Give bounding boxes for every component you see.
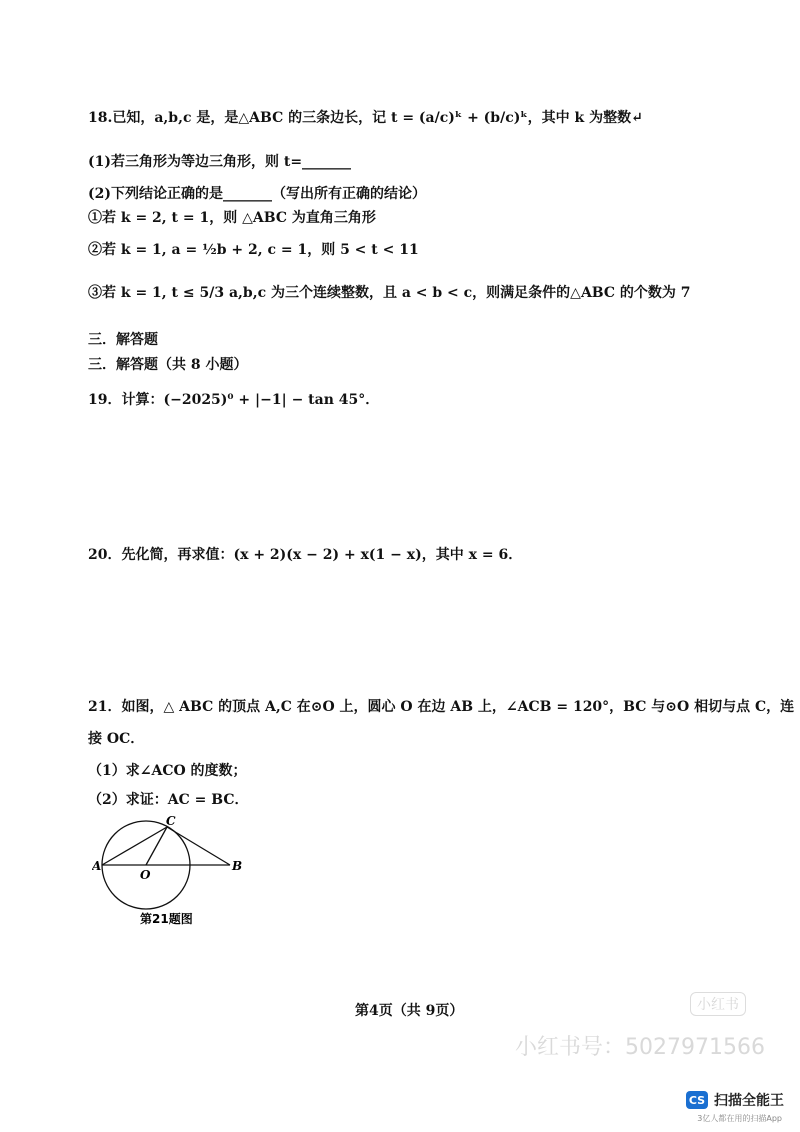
q20-text: 20．先化简，再求值：(x + 2)(x − 2) + x(1 − x)，其中 x = 6． — [88, 547, 523, 563]
q18-part2: (2)下列结论正确的是_______（写出所有正确的结论） — [88, 186, 426, 202]
segment-ac — [102, 827, 167, 865]
segment-cb — [167, 827, 230, 865]
q19-text: 19．计算：(−2025)⁰ + |−1| − tan 45°． — [88, 392, 380, 408]
watermark-id: 小红书号：5027971566 — [515, 1035, 765, 1060]
q21-part1: （1）求∠ACO 的度数； — [88, 763, 247, 779]
q18-option2: ②若 k = 1, a = ½b + 2, c = 1，则 5 < t < 11 — [88, 242, 419, 258]
camscanner-logo-icon: CS — [686, 1091, 708, 1109]
q18-part1: (1)若三角形为等边三角形，则 t=_______ — [88, 154, 352, 170]
q21-line1: 21．如图，△ ABC 的顶点 A,C 在⊙O 上，圆心 O 在边 AB 上，∠ACB = 120°，BC 与⊙O 相切与点 C，连 — [88, 699, 795, 715]
q21-figure — [92, 815, 252, 935]
label-o: O — [140, 868, 151, 882]
label-b: B — [232, 859, 243, 873]
scanner-name: 扫描全能王 — [714, 1093, 784, 1109]
scanner-tagline: 3亿人都在用的扫描App — [697, 1114, 782, 1123]
q21-part2: （2）求证：AC = BC． — [88, 792, 249, 808]
label-c: C — [166, 815, 176, 828]
q18-stem: 18.已知，a,b,c 是，是△ABC 的三条边长，记 t = (a/c)ᵏ + (b/c)ᵏ，其中 k 为整数↵ — [88, 110, 643, 126]
page-number: 第4页（共 9页） — [355, 1003, 464, 1019]
scanner-brand — [686, 1090, 784, 1110]
q18-option1: ①若 k = 2, t = 1，则 △ABC 为直角三角形 — [88, 210, 376, 226]
figure-caption: 第21题图 — [140, 912, 193, 926]
q21-line2: 接 OC． — [88, 731, 145, 747]
section-heading-detail: 三．解答题（共 8 小题） — [88, 357, 248, 373]
watermark-badge: 小红书 — [690, 992, 746, 1016]
label-a: A — [92, 859, 102, 873]
section-heading: 三．解答题 — [88, 332, 158, 348]
q18-option3: ③若 k = 1, t ≤ 5/3 a,b,c 为三个连续整数，且 a < b < c，则满足条件的△ABC 的个数为 7 — [88, 285, 691, 301]
